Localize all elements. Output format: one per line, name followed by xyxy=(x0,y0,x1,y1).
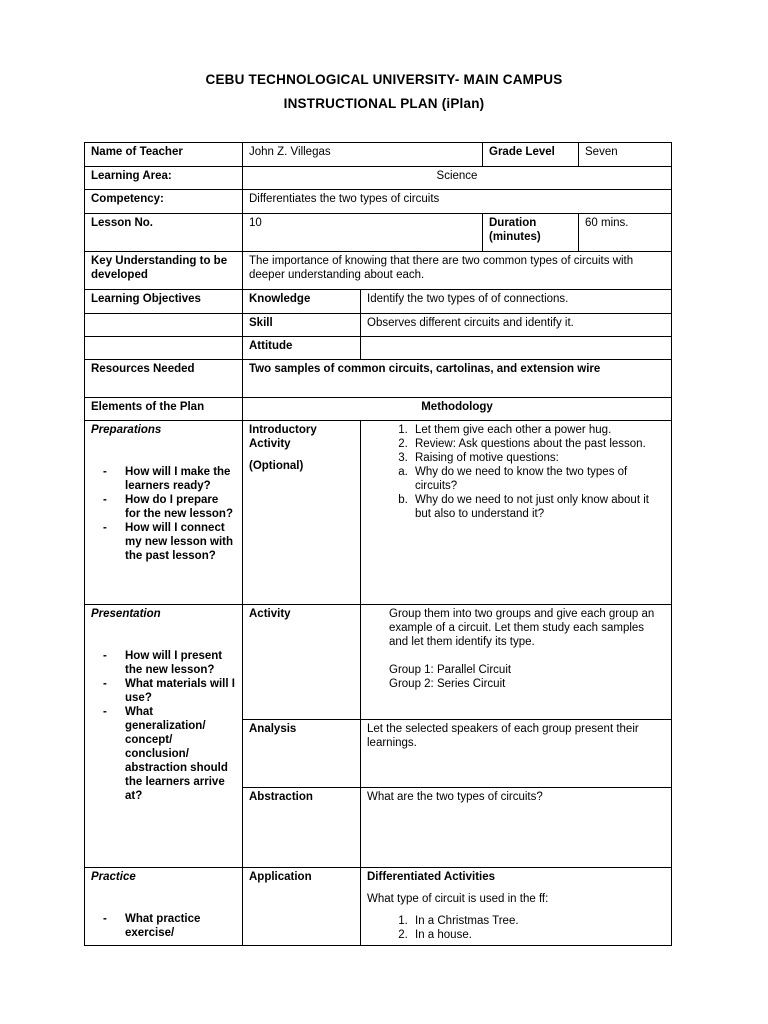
skill-label: Skill xyxy=(243,314,361,337)
document-title: INSTRUCTIONAL PLAN (iPlan) xyxy=(283,96,485,111)
learning-area-row xyxy=(85,167,672,190)
question-item: - How will I make the learners ready? xyxy=(103,465,236,493)
learning-area-label: Learning Area: xyxy=(85,167,243,190)
practice-cell xyxy=(85,868,243,946)
intro-steps-list xyxy=(367,423,665,465)
preparations-cell xyxy=(85,421,243,605)
application-item: 1. In a Christmas Tree. xyxy=(411,914,665,928)
preparations-label: Preparations xyxy=(91,424,162,436)
teacher-label: Name of Teacher xyxy=(85,143,243,167)
intro-activity-steps-cell xyxy=(361,421,672,605)
resources-value: Two samples of common circuits, cartolinas, and extension wire xyxy=(243,360,672,398)
activity-cell xyxy=(361,605,672,720)
objectives-knowledge-row xyxy=(85,290,672,314)
methodology-label: Methodology xyxy=(243,398,672,421)
key-understanding-label: Key Understanding to be developed xyxy=(85,252,243,290)
question-item: - How do I prepare for the new lesson? xyxy=(103,493,236,521)
application-item: 2. In a house. xyxy=(411,928,665,942)
plan-header-row xyxy=(85,398,672,421)
lesson-number-value: 10 xyxy=(243,214,483,252)
question-item: - What materials will I use? xyxy=(103,677,236,705)
objectives-skill-row xyxy=(85,314,672,337)
application-items-list xyxy=(367,914,665,942)
competency-label: Competency: xyxy=(85,190,243,214)
duration-value: 60 mins. xyxy=(579,214,672,252)
elements-label: Elements of the Plan xyxy=(85,398,243,421)
lesson-number-label: Lesson No. xyxy=(85,214,243,252)
attitude-label: Attitude xyxy=(243,337,361,360)
activity-label: Activity xyxy=(243,605,361,720)
presentation-cell xyxy=(85,605,243,868)
knowledge-label: Knowledge xyxy=(243,290,361,314)
analysis-label: Analysis xyxy=(243,720,361,788)
intro-activity-cell xyxy=(243,421,361,605)
question-item: - What generalization/ concept/ conclusion/ abstraction should the learners arrive at? xyxy=(103,705,236,803)
lesson-row xyxy=(85,214,672,252)
key-understanding-row xyxy=(85,252,672,290)
key-understanding-value: The importance of knowing that there are two common types of circuits with deeper understanding about each. xyxy=(243,252,672,290)
question-item: - What practice exercise/ xyxy=(103,912,236,940)
group-2: Group 2: Series Circuit xyxy=(389,678,506,690)
practice-questions xyxy=(91,912,236,940)
attitude-value xyxy=(361,337,672,360)
presentation-activity-row xyxy=(85,605,672,720)
motive-questions-list xyxy=(367,465,665,521)
skill-value: Observes different circuits and identify it. xyxy=(361,314,672,337)
resources-row xyxy=(85,360,672,398)
abstraction-text: What are the two types of circuits? xyxy=(361,788,672,868)
teacher-value: John Z. Villegas xyxy=(243,143,483,167)
analysis-text: Let the selected speakers of each group present their learnings. xyxy=(361,720,672,788)
preparations-questions xyxy=(91,465,236,563)
abstraction-label: Abstraction xyxy=(243,788,361,868)
step-item: 3. Raising of motive questions: xyxy=(411,451,665,465)
resources-label: Resources Needed xyxy=(85,360,243,398)
grade-level-label: Grade Level xyxy=(483,143,579,167)
step-item: 1. Let them give each other a power hug. xyxy=(411,423,665,437)
sub-step-item: a. Why do we need to know the two types of circuits? xyxy=(411,465,665,493)
instructional-plan-table xyxy=(84,142,672,946)
question-item: - How will I present the new lesson? xyxy=(103,649,236,677)
grade-level-value: Seven xyxy=(579,143,672,167)
practice-row xyxy=(85,868,672,946)
university-heading: CEBU TECHNOLOGICAL UNIVERSITY- MAIN CAMPUS xyxy=(205,72,563,87)
application-cell xyxy=(361,868,672,946)
intro-activity-label: Introductory Activity xyxy=(249,424,317,450)
practice-label: Practice xyxy=(91,871,136,883)
objectives-attitude-row xyxy=(85,337,672,360)
activity-text: Group them into two groups and give each group an example of a circuit. Let them study each samples and let them identify its type. xyxy=(389,608,655,648)
question-item: - How will I connect my new lesson with the past lesson? xyxy=(103,521,236,563)
competency-value: Differentiates the two types of circuits xyxy=(243,190,672,214)
learning-objectives-label: Learning Objectives xyxy=(85,290,243,314)
empty-cell xyxy=(85,314,243,337)
preparations-row xyxy=(85,421,672,605)
presentation-questions xyxy=(91,649,236,803)
sub-step-item: b. Why do we need to not just only know about it but also to understand it? xyxy=(411,493,665,521)
duration-label: Duration (minutes) xyxy=(483,214,579,252)
learning-area-value: Science xyxy=(243,167,672,190)
application-label: Application xyxy=(243,868,361,946)
competency-row xyxy=(85,190,672,214)
application-question: What type of circuit is used in the ff: xyxy=(367,893,549,905)
empty-cell xyxy=(85,337,243,360)
step-item: 2. Review: Ask questions about the past lesson. xyxy=(411,437,665,451)
presentation-label: Presentation xyxy=(91,608,161,620)
group-1: Group 1: Parallel Circuit xyxy=(389,664,512,676)
differentiated-activities-label: Differentiated Activities xyxy=(367,871,496,883)
knowledge-value: Identify the two types of of connections. xyxy=(361,290,672,314)
teacher-row xyxy=(85,143,672,167)
optional-label: (Optional) xyxy=(249,460,304,472)
